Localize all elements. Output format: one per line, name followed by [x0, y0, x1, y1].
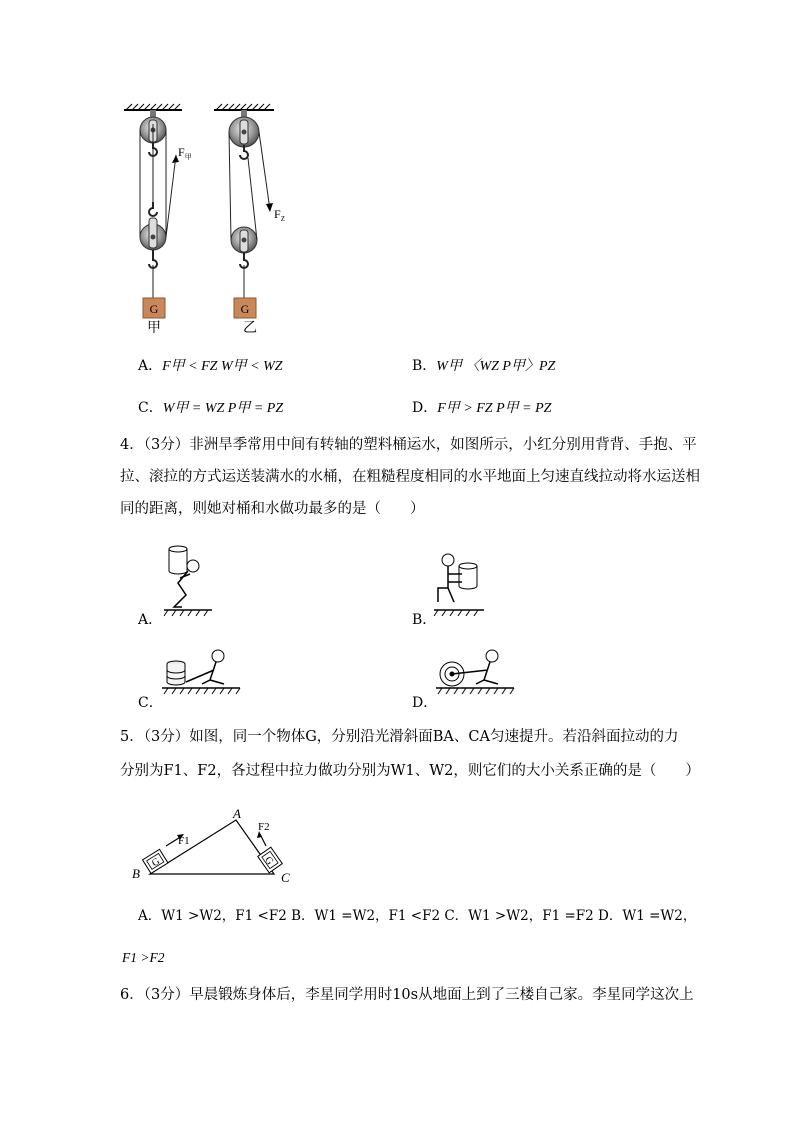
- ropes-yi: [229, 132, 270, 298]
- q4-line-1: 4．（3分）非洲旱季常用中间有转轴的塑料桶运水，如图所示，小红分别用背背、手抱、平: [120, 437, 697, 453]
- ceiling-left: [124, 104, 182, 110]
- ceiling-right: [214, 104, 274, 110]
- movable-pulley-jia: [140, 202, 166, 268]
- force-label-jia: $F_甲$: [178, 145, 192, 161]
- svg-text:G: G: [240, 302, 250, 316]
- figure-roll-pull: [434, 648, 518, 698]
- block-yi: [234, 298, 256, 318]
- q6-line-1: 6．（3分）早晨锻炼身体后，李星同学用时10s从地面上到了三楼自己家。李星同学这次上: [120, 987, 694, 1003]
- q3-option-d: D．F甲 > FZ P甲 = PZ: [412, 400, 552, 416]
- figure-carry-back: [160, 542, 220, 620]
- pulley-figure: [110, 100, 310, 345]
- vertex-b: B: [132, 866, 140, 881]
- fixed-pulley-yi: [229, 110, 259, 159]
- label-yi: 乙: [243, 320, 257, 336]
- q4-line-2: 拉、滚拉的方式运送装满水的水桶，在粗糙程度相同的水平地面上匀速直线拉动将水运送相: [120, 469, 700, 485]
- figure-hold-arms: [432, 552, 492, 622]
- block-ca: [258, 847, 283, 873]
- force-arrow-yi: [266, 203, 273, 212]
- q5-options: A．W1 >W2，F1 <F2 B．W1 =W2，F1 <F2 C．W1 >W2，F1 =F2 D．W1 =W2，: [138, 908, 697, 924]
- vertex-a: A: [233, 806, 241, 821]
- q3-option-a: A．F甲 < FZ W甲 < WZ: [138, 358, 283, 374]
- ropes-jia: [140, 124, 176, 298]
- block-ba: [143, 849, 168, 873]
- label-f2: F2: [258, 821, 270, 833]
- q4-line-3: 同的距离，则她对桶和水做功最多的是（ ）: [120, 501, 425, 517]
- q3-option-c: C．W甲 = WZ P甲 = PZ: [138, 400, 284, 416]
- movable-pulley-yi: [231, 227, 257, 268]
- q4-option-c: C．: [138, 695, 163, 711]
- q3-option-b: B．W甲 〈WZ P甲〉PZ: [412, 358, 556, 374]
- svg-text:G: G: [150, 856, 163, 870]
- incline-triangle: [150, 820, 274, 874]
- force-label-yi: $F_Z$: [274, 207, 285, 223]
- q4-option-a: A．: [138, 612, 163, 628]
- label-jia: 甲: [147, 320, 161, 336]
- q5-line-1: 5．（3分）如图，同一个物体G，分别沿光滑斜面BA、CA匀速提升。若沿斜面拉动的力: [120, 729, 679, 745]
- incline-figure: [126, 806, 306, 886]
- label-f1: F1: [178, 835, 190, 847]
- block-jia: [143, 298, 165, 318]
- svg-text:G: G: [149, 302, 159, 316]
- vertex-c: C: [281, 870, 290, 885]
- svg-text:G: G: [262, 854, 276, 867]
- q4-option-d: D．: [412, 695, 438, 711]
- q4-option-b: B．: [412, 612, 437, 628]
- q5-line-2: 分别为F1、F2，各过程中拉力做功分别为W1、W2，则它们的大小关系正确的是（ ）: [120, 763, 700, 779]
- q5-options-cont: F1 >F2: [122, 950, 165, 965]
- figure-flat-pull: [160, 648, 244, 698]
